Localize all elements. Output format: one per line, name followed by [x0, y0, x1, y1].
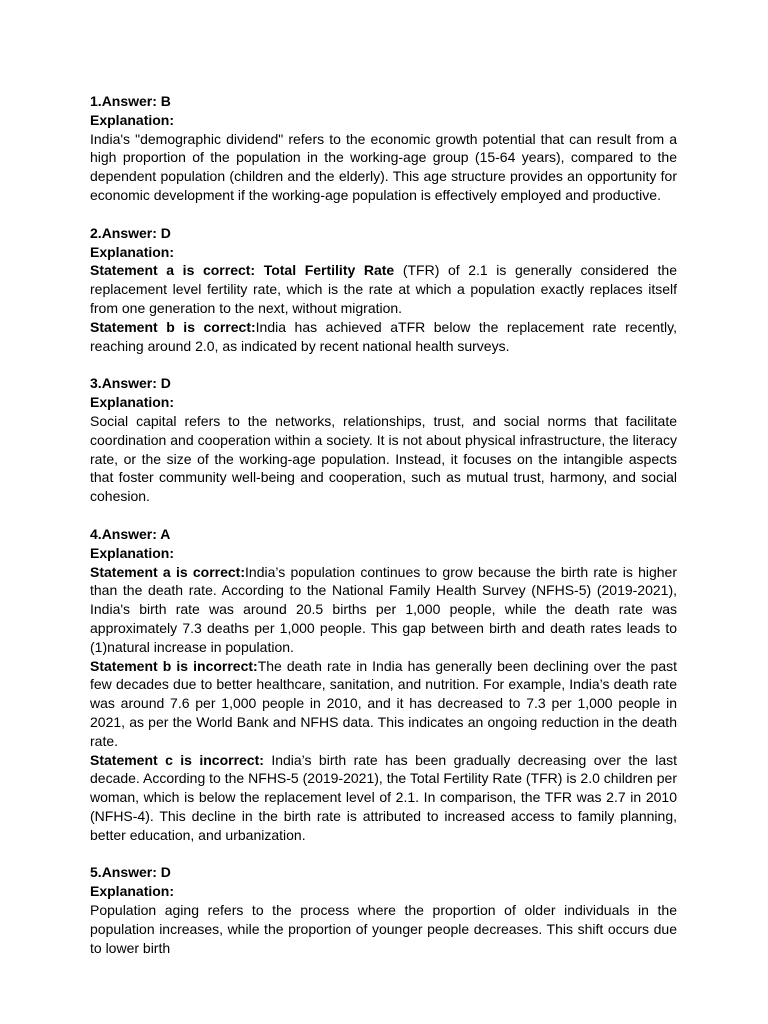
answer-letter: Answer: D	[101, 864, 171, 881]
answer-number: 3.	[90, 375, 102, 392]
explanation-label: Explanation:	[90, 394, 175, 411]
answer-heading	[90, 92, 677, 111]
answer-letter: Answer: B	[101, 93, 171, 109]
answer-number: 1.	[90, 93, 102, 109]
explanation-paragraph	[90, 130, 677, 205]
statement-lead: Statement c is incorrect:	[90, 751, 264, 768]
explanation-text: India's "demographic dividend" refers to the economic growth potential that can result from a high proportion of the population in the working-age group (15-64 years), compared to the dependent population (children and the elderly). This age structure provides an opportunity for economic development if the working-age population is effectively employed and productive.	[90, 130, 677, 203]
answer-letter: Answer: D	[101, 375, 171, 392]
statement-text: India’s birth rate has been gradually decreasing over the last decade. According to the NFHS-5 (2019-2021), the Total Fertility Rate (TFR) is 2.0 children per woman, which is below the replacement level of 2.1. In comparison, the TFR was 2.7 in 2010 (NFHS-4). This decline in the birth rate is attributed to increased access to family planning, better education, and urbanization.	[90, 751, 677, 843]
answer-number: 4.	[90, 525, 102, 542]
explanation-text: Population aging refers to the process where the proportion of older individuals in the population increases, while the proportion of younger people decreases. This shift occurs due to lower birth	[90, 902, 677, 956]
statement-lead: Statement b is correct:	[90, 318, 256, 335]
answer-key-content	[90, 92, 677, 976]
explanation-paragraph	[90, 901, 677, 957]
explanation-label: Explanation:	[90, 883, 175, 900]
statement-lead: Statement a is correct: Total Fertility Rate	[90, 262, 395, 279]
answer-number: 5.	[90, 864, 102, 881]
answer-letter: Answer: A	[101, 525, 171, 542]
answer-heading	[90, 525, 677, 544]
statement-text: India has achieved aTFR below the replacement rate recently, reaching around 2.0, as indicated by recent national health surveys.	[90, 318, 677, 354]
statement-paragraph	[90, 563, 677, 657]
answer-letter: Answer: D	[101, 224, 171, 241]
statement-lead: Statement b is incorrect:	[90, 657, 258, 674]
explanation-text: Social capital refers to the networks, relationships, trust, and social norms that facilitate coordination and cooperation within a society. It is not about physical infrastructure, the literacy rate, or the size of the working-age population. Instead, it focuses on the intangible aspects that foster community well-being and cooperation, such as mutual trust, harmony, and social cohesion.	[90, 412, 677, 505]
statement-paragraph	[90, 751, 677, 845]
explanation-label: Explanation:	[90, 111, 175, 128]
answer-number: 2.	[90, 224, 102, 241]
statement-text: The death rate in India has generally been declining over the past few decades due to better healthcare, sanitation, and nutrition. For example, India’s death rate was around 7.6 per 1,000 people in 2010, and it has decreased to 7.3 per 1,000 people in 2021, as per the World Bank and NFHS data. This indicates an ongoing reduction in the death rate.	[90, 657, 677, 749]
statement-paragraph	[90, 657, 677, 751]
statement-text: (TFR) of 2.1 is generally considered the replacement level fertility rate, which is the rate at which a population exactly replaces itself from one generation to the next, without migration.	[90, 262, 677, 316]
explanation-label: Explanation:	[90, 544, 175, 561]
statement-lead: Statement a is correct:	[90, 563, 246, 580]
answer-block-5	[90, 863, 677, 957]
answer-heading	[90, 863, 677, 882]
answer-block-3	[90, 374, 677, 506]
answer-block-4	[90, 525, 677, 845]
statement-paragraph	[90, 261, 677, 317]
explanation-paragraph	[90, 412, 677, 506]
answer-block-1	[90, 92, 677, 205]
explanation-label: Explanation:	[90, 243, 175, 260]
answer-heading	[90, 224, 677, 243]
statement-text: India’s population continues to grow because the birth rate is higher than the death rate. According to the National Family Health Survey (NFHS-5) (2019-2021), India's birth rate was around 20.5 births per 1,000 people, while the death rate was approximately 7.3 deaths per 1,000 people. This gap between birth and death rates leads to (1)natural increase in population.	[90, 563, 677, 655]
answer-heading	[90, 374, 677, 393]
answer-block-2	[90, 224, 677, 356]
statement-paragraph	[90, 318, 677, 356]
